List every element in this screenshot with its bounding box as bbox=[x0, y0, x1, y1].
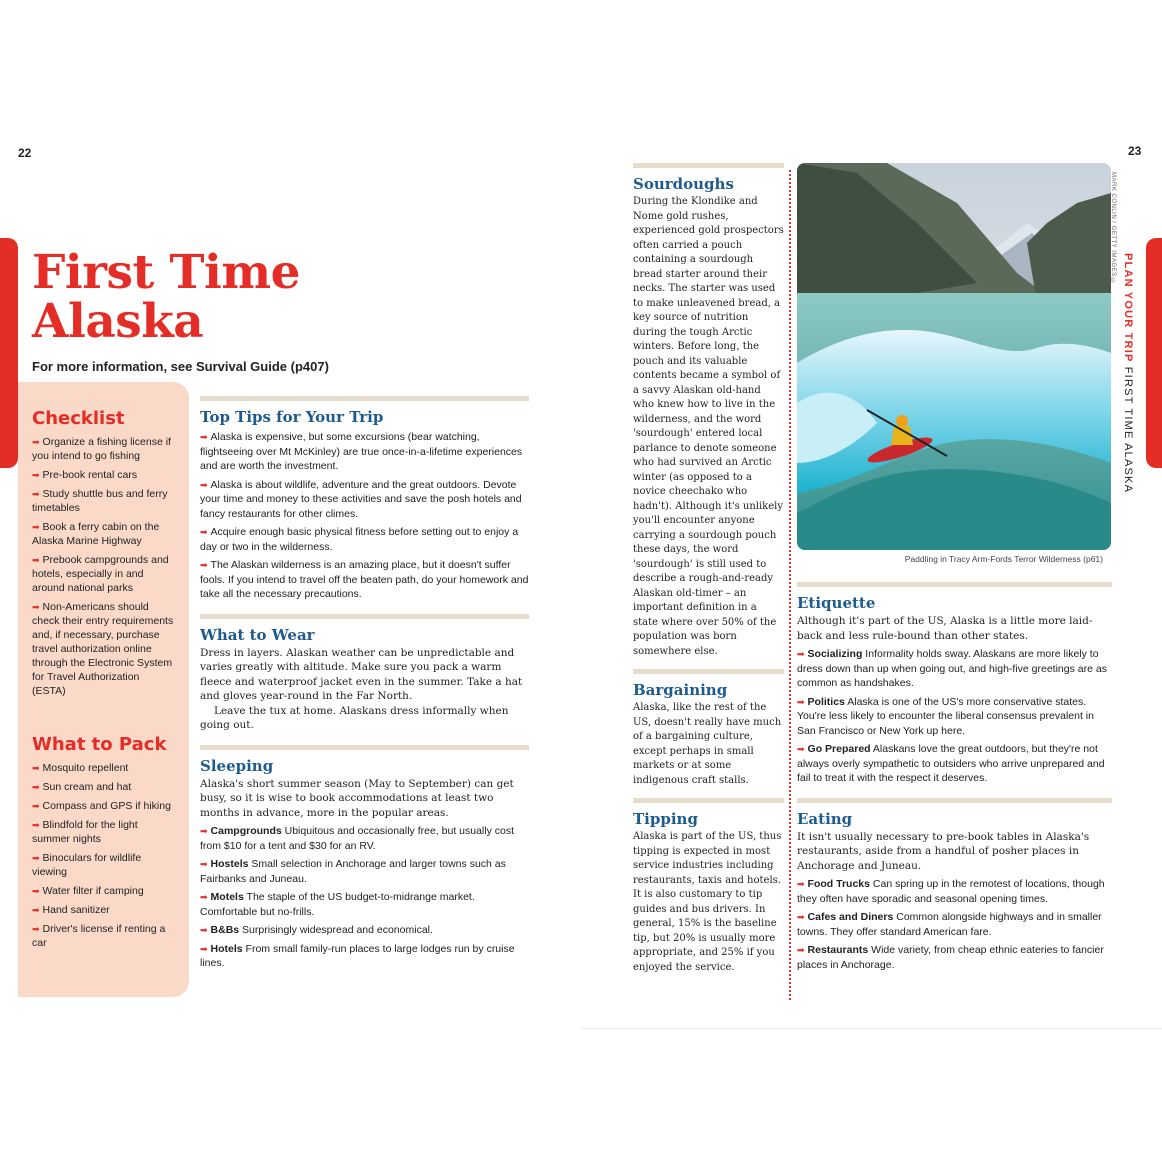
list-item: ➡ Hand sanitizer bbox=[32, 904, 110, 916]
arrow-icon: ➡ bbox=[32, 924, 40, 934]
kayak-photo bbox=[797, 163, 1111, 550]
list-item: ➡ Mosquito repellent bbox=[32, 762, 129, 774]
etiquette-heading: Etiquette bbox=[797, 594, 876, 612]
section-divider bbox=[633, 669, 784, 674]
arrow-icon: ➡ bbox=[32, 782, 40, 792]
page-edge bbox=[580, 1028, 1162, 1029]
list-item: ➡ Non-Americans should check their entry requirements and, if necessary, purchase travel authorization online through the Electronic System for Travel Authorization (ESTA) bbox=[32, 601, 174, 697]
section-divider bbox=[633, 163, 784, 168]
arrow-icon: ➡ bbox=[32, 602, 40, 612]
list-item: ➡ Food Trucks Can spring up in the remotest of locations, though they often have sporadic and seasonal opening times. bbox=[797, 878, 1105, 905]
arrow-icon: ➡ bbox=[200, 527, 208, 537]
photo-credit: MARK CONLIN / GETTY IMAGES © bbox=[1110, 172, 1116, 286]
list-item: ➡ Alaska is expensive, but some excursions (bear watching, flightseeing over Mt McKinley) are true once-in-a-lifetime experiences and are worth the investment. bbox=[200, 431, 523, 472]
main-column-left bbox=[200, 396, 529, 971]
list-item: ➡ Water filter if camping bbox=[32, 885, 144, 897]
arrow-icon: ➡ bbox=[32, 886, 40, 896]
arrow-icon: ➡ bbox=[797, 912, 805, 922]
chapter-tab-right bbox=[1146, 238, 1162, 468]
list-item: ➡ Alaska is about wildlife, adventure and the great outdoors. Devote your time and money to these activities and save the posh hotels and fancy restaurants for other climes. bbox=[200, 478, 522, 520]
section-running-head: PLAN YOUR TRIP FIRST TIME ALASKA bbox=[1122, 253, 1134, 494]
what-to-wear-text-2: Leave the tux at home. Alaskans dress informally when going out. bbox=[200, 704, 509, 731]
list-item: ➡ Cafes and Diners Common alongside highways and in smaller towns. They offer standard American fare. bbox=[797, 911, 1102, 938]
tipping-text: Alaska is part of the US, thus tipping is expected in most service industries including restaurants, taxis and hotels. It is also customary to tip guides and bus drivers. In general, 15% is the baseline tip, but 20% is usually more appropriate, and 25% if you enjoyed the service. bbox=[633, 831, 782, 973]
etiquette-intro: Although it's part of the US, Alaska is a little more laid-back and less rule-bound than other states. bbox=[797, 615, 1093, 642]
list-item: ➡ Politics Alaska is one of the US's more conservative states. You're less likely to encounter the liberal consensus prevalent in San Francisco or New York up here. bbox=[797, 695, 1094, 737]
arrow-icon: ➡ bbox=[200, 560, 208, 570]
arrow-icon: ➡ bbox=[200, 432, 208, 442]
section-divider bbox=[200, 614, 529, 619]
section-divider bbox=[797, 582, 1112, 587]
main-column-right bbox=[797, 582, 1112, 972]
section-divider bbox=[200, 396, 529, 401]
list-item: ➡ Blindfold for the light summer nights bbox=[32, 819, 138, 845]
arrow-icon: ➡ bbox=[200, 826, 208, 836]
arrow-icon: ➡ bbox=[32, 801, 40, 811]
arrow-icon: ➡ bbox=[32, 820, 40, 830]
top-tips-heading: Top Tips for Your Trip bbox=[200, 408, 384, 426]
pack-list bbox=[32, 761, 174, 950]
list-item: ➡ Study shuttle bus and ferry timetables bbox=[32, 488, 168, 514]
photo-caption: Paddling in Tracy Arm-Fords Terror Wilderness (p61) bbox=[904, 554, 1103, 564]
list-item: ➡ Prebook campgrounds and hotels, especially in and around national parks bbox=[32, 554, 169, 594]
arrow-icon: ➡ bbox=[200, 479, 208, 490]
top-tips-list bbox=[200, 430, 529, 602]
list-item: ➡ Pre-book rental cars bbox=[32, 469, 138, 481]
section-divider bbox=[633, 798, 784, 803]
list-item: ➡ Binoculars for wildlife viewing bbox=[32, 852, 142, 878]
arrow-icon: ➡ bbox=[797, 945, 805, 955]
list-item: ➡ Acquire enough basic physical fitness before setting out to enjoy a day or two in the wilderness. bbox=[200, 526, 519, 553]
arrow-icon: ➡ bbox=[200, 859, 208, 869]
list-item: ➡ B&Bs Surprisingly widespread and economical. bbox=[200, 924, 433, 936]
arrow-icon: ➡ bbox=[32, 489, 40, 499]
list-item: ➡ Book a ferry cabin on the Alaska Marine Highway bbox=[32, 521, 160, 547]
arrow-icon: ➡ bbox=[32, 470, 40, 480]
sleeping-list bbox=[200, 824, 529, 971]
what-to-wear-heading: What to Wear bbox=[200, 625, 315, 644]
list-item: ➡ Driver's license if renting a car bbox=[32, 923, 166, 949]
eating-list bbox=[797, 877, 1112, 972]
eating-heading: Eating bbox=[797, 809, 853, 828]
arrow-icon: ➡ bbox=[200, 892, 208, 902]
arrow-icon: ➡ bbox=[797, 744, 805, 754]
what-to-wear-text: Dress in layers. Alaskan weather can be unpredictable and varies greatly with altitude. Make sure you pack a warm fleece and waterproof jacket even in the summer. Take a hat and gloves year-round in the Far North. bbox=[200, 646, 523, 702]
list-item: ➡ Motels The staple of the US budget-to-midrange market. Comfortable but no-frills. bbox=[200, 891, 475, 918]
checklist-section bbox=[32, 408, 174, 703]
arrow-icon: ➡ bbox=[32, 437, 40, 447]
sidebar-column-right bbox=[633, 163, 784, 975]
sourdoughs-text: During the Klondike and Nome gold rushes, experienced gold prospectors often carried a pouch containing a sourdough bread starter around their necks. The starter was used to make unleavened bread, a key source of nutrition during the tough Arctic winters. Before long, the pouch and its valuable contents became a symbol of a savvy Alaskan old-hand who knew how to live in the wilderness, and the word 'sourdough' entered local parlance to denote someone who had survived an Arctic winter (as opposed to a novice cheechako who hadn't). Although it's unlikely you'll encounter anyone carrying a sourdough pouch these days, the word 'sourdough' is still used to describe a rough-and-ready Alaskan old-timer – an important definition in a state where over 50% of the population was born somewhere else. bbox=[633, 196, 784, 657]
list-item: ➡ Restaurants Wide variety, from cheap ethnic eateries to fancier places in Anchorage. bbox=[797, 944, 1104, 971]
title-line-2: Alaska bbox=[32, 294, 204, 349]
kayak-photo-illustration bbox=[797, 163, 1111, 550]
checklist-list bbox=[32, 435, 174, 698]
bargaining-text: Alaska, like the rest of the US, doesn't really have much of a bargaining culture, except perhaps in small markets or at some indigenous craft stalls. bbox=[633, 702, 782, 786]
arrow-icon: ➡ bbox=[200, 925, 208, 935]
bargaining-heading: Bargaining bbox=[633, 681, 728, 699]
survival-guide-reference: For more information, see Survival Guide (p407) bbox=[32, 359, 329, 374]
list-item: ➡ Compass and GPS if hiking bbox=[32, 800, 171, 812]
arrow-icon: ➡ bbox=[797, 696, 805, 707]
list-item: ➡ Organize a fishing license if you intend to go fishing bbox=[32, 436, 171, 462]
section-divider bbox=[200, 745, 529, 750]
eating-intro: It isn't usually necessary to pre-book tables in Alaska's restaurants, aside from a handful of posher places in Anchorage and Juneau. bbox=[797, 830, 1090, 872]
section-divider bbox=[797, 798, 1112, 803]
arrow-icon: ➡ bbox=[797, 649, 805, 659]
page-number-right: 23 bbox=[1128, 144, 1142, 158]
etiquette-list bbox=[797, 647, 1112, 786]
page-title bbox=[32, 245, 300, 349]
arrow-icon: ➡ bbox=[32, 763, 40, 773]
sourdoughs-heading: Sourdoughs bbox=[633, 175, 734, 193]
list-item: ➡ Sun cream and hat bbox=[32, 781, 132, 793]
list-item: ➡ Hotels From small family-run places to large lodges run by cruise lines. bbox=[200, 942, 515, 969]
arrow-icon: ➡ bbox=[797, 879, 805, 889]
arrow-icon: ➡ bbox=[32, 555, 40, 565]
list-item: ➡ Socializing Informality holds sway. Alaskans are more likely to dress down than up when going out, and high-five greetings are as common as handshakes. bbox=[797, 648, 1107, 689]
sleeping-heading: Sleeping bbox=[200, 756, 274, 775]
column-divider bbox=[789, 170, 791, 1000]
what-to-pack-heading: What to Pack bbox=[32, 734, 167, 755]
what-to-pack-section bbox=[32, 734, 174, 955]
page-number-left: 22 bbox=[18, 146, 32, 160]
arrow-icon: ➡ bbox=[32, 522, 40, 532]
tipping-heading: Tipping bbox=[633, 810, 698, 828]
checklist-heading: Checklist bbox=[32, 408, 125, 429]
chapter-tab-left bbox=[0, 238, 18, 468]
sleeping-intro: Alaska's short summer season (May to September) can get busy, so it is wise to book accommodations at least two months in advance, more in the popular areas. bbox=[200, 777, 514, 819]
list-item: ➡ The Alaskan wilderness is an amazing place, but it doesn't suffer fools. If you intend to travel off the beaten path, do your homework and take all the necessary precautions. bbox=[200, 559, 529, 600]
arrow-icon: ➡ bbox=[200, 943, 208, 954]
list-item: ➡ Hostels Small selection in Anchorage and larger towns such as Fairbanks and Juneau. bbox=[200, 858, 506, 885]
list-item: ➡ Go Prepared Alaskans love the great outdoors, but they're not always overly sympathetic to outsiders who arrive unprepared and fail to treat it with the respect it deserves. bbox=[797, 743, 1105, 784]
list-item: ➡ Campgrounds Ubiquitous and occasionally free, but usually cost from $10 for a tent and $30 for an RV. bbox=[200, 825, 515, 852]
title-line-1: First Time bbox=[32, 245, 300, 300]
arrow-icon: ➡ bbox=[32, 905, 40, 915]
arrow-icon: ➡ bbox=[32, 853, 40, 863]
